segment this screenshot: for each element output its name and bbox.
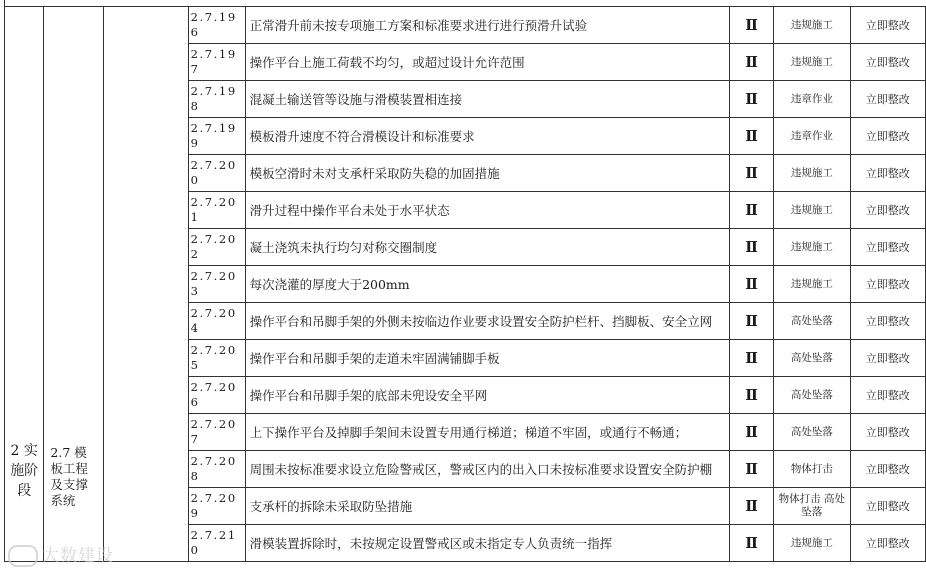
hazard-description-cell: 上下操作平台及掉脚手架间未设置专用通行梯道；梯道不牢固，或通行不畅通； [245,414,729,451]
watermark-text: 大数建设 [42,546,114,566]
rectification-action-cell: 立即整改 [850,81,925,118]
rectification-action-cell: 立即整改 [850,192,925,229]
hazard-grade-cell: Ⅱ [729,229,773,266]
hazard-category-cell: 高处坠落 [774,414,850,451]
hazard-grade-cell: Ⅱ [729,266,773,303]
hazard-description-cell: 周围未按标准要求设立危险警戒区，警戒区内的出入口未按标准要求设置安全防护棚 [245,451,729,488]
hazard-grade-cell: Ⅱ [729,414,773,451]
rectification-action-cell: 立即整改 [850,303,925,340]
watermark [8,541,114,567]
hazard-grade-cell: Ⅱ [729,155,773,192]
blank-cell [103,7,188,562]
hazard-grade-cell: Ⅱ [729,303,773,340]
item-number-cell: 2.7.202 [188,229,245,266]
rectification-action-cell: 立即整改 [850,488,925,525]
hazard-grade-cell: Ⅱ [729,44,773,81]
hazard-description-cell: 操作平台上施工荷载不均匀，或超过设计允许范围 [245,44,729,81]
hazard-description-cell: 每次浇灌的厚度大于200mm [245,266,729,303]
hazard-description-cell: 操作平台和吊脚手架的外侧未按临边作业要求设置安全防护栏杆、挡脚板、安全立网 [245,303,729,340]
hazard-description-cell: 模板滑升速度不符合滑模设计和标准要求 [245,118,729,155]
item-number-cell: 2.7.200 [188,155,245,192]
hazard-grade-cell: Ⅱ [729,118,773,155]
item-number-cell: 2.7.198 [188,81,245,118]
hazard-category-cell: 违章作业 [774,81,850,118]
hazard-description-cell: 模板空滑时未对支承杆采取防失稳的加固措施 [245,155,729,192]
hazard-category-cell: 违规施工 [774,44,850,81]
hazard-category-cell: 违规施工 [774,525,850,562]
item-number-cell: 2.7.209 [188,488,245,525]
item-number-cell: 2.7.205 [188,340,245,377]
hazard-description-cell: 滑模装置拆除时，未按规定设置警戒区或未指定专人负责统一指挥 [245,525,729,562]
hazard-description-cell: 操作平台和吊脚手架的走道未牢固满铺脚手板 [245,340,729,377]
item-number-cell: 2.7.199 [188,118,245,155]
hazard-category-cell: 物体打击 [774,451,850,488]
rectification-action-cell: 立即整改 [850,451,925,488]
rectification-action-cell: 立即整改 [850,7,925,44]
hazard-description-cell: 操作平台和吊脚手架的底部未兜设安全平网 [245,377,729,414]
section-cell: 2.7 模板工程及支撑系统 [44,7,103,562]
item-number-cell: 2.7.208 [188,451,245,488]
hazard-category-cell: 高处坠落 [774,303,850,340]
hazard-table [4,6,926,562]
rectification-action-cell: 立即整改 [850,229,925,266]
rectification-action-cell: 立即整改 [850,377,925,414]
item-number-cell: 2.7.207 [188,414,245,451]
rectification-action-cell: 立即整改 [850,44,925,81]
hazard-grade-cell: Ⅱ [729,488,773,525]
hazard-grade-cell: Ⅱ [729,451,773,488]
hazard-grade-cell: Ⅱ [729,81,773,118]
item-number-cell: 2.7.204 [188,303,245,340]
hazard-category-cell: 物体打击 高处坠落 [774,488,850,525]
item-number-cell: 2.7.203 [188,266,245,303]
table-row [5,7,926,44]
item-number-cell: 2.7.197 [188,44,245,81]
hazard-description-cell: 正常滑升前未按专项施工方案和标准要求进行进行预滑升试验 [245,7,729,44]
item-number-cell: 2.7.201 [188,192,245,229]
hazard-grade-cell: Ⅱ [729,192,773,229]
watermark-logo-icon [8,545,38,567]
hazard-grade-cell: Ⅱ [729,340,773,377]
rectification-action-cell: 立即整改 [850,414,925,451]
stage-cell: 2 实施阶段 [5,7,44,562]
hazard-category-cell: 高处坠落 [774,340,850,377]
hazard-category-cell: 违章作业 [774,118,850,155]
rectification-action-cell: 立即整改 [850,266,925,303]
hazard-description-cell: 凝土浇筑未执行均匀对称交圈制度 [245,229,729,266]
rectification-action-cell: 立即整改 [850,525,925,562]
item-number-cell: 2.7.196 [188,7,245,44]
hazard-description-cell: 混凝土输送管等设施与滑模装置相连接 [245,81,729,118]
hazard-category-cell: 违规施工 [774,229,850,266]
hazard-table-body [5,7,926,562]
item-number-cell: 2.7.206 [188,377,245,414]
hazard-grade-cell: Ⅱ [729,7,773,44]
hazard-grade-cell: Ⅱ [729,377,773,414]
hazard-category-cell: 违规施工 [774,155,850,192]
hazard-category-cell: 高处坠落 [774,377,850,414]
hazard-category-cell: 违规施工 [774,266,850,303]
rectification-action-cell: 立即整改 [850,118,925,155]
rectification-action-cell: 立即整改 [850,155,925,192]
hazard-grade-cell: Ⅱ [729,525,773,562]
hazard-category-cell: 违规施工 [774,7,850,44]
hazard-description-cell: 滑升过程中操作平台未处于水平状态 [245,192,729,229]
hazard-description-cell: 支承杆的拆除未采取防坠措施 [245,488,729,525]
hazard-category-cell: 违规施工 [774,192,850,229]
rectification-action-cell: 立即整改 [850,340,925,377]
item-number-cell: 2.7.210 [188,525,245,562]
